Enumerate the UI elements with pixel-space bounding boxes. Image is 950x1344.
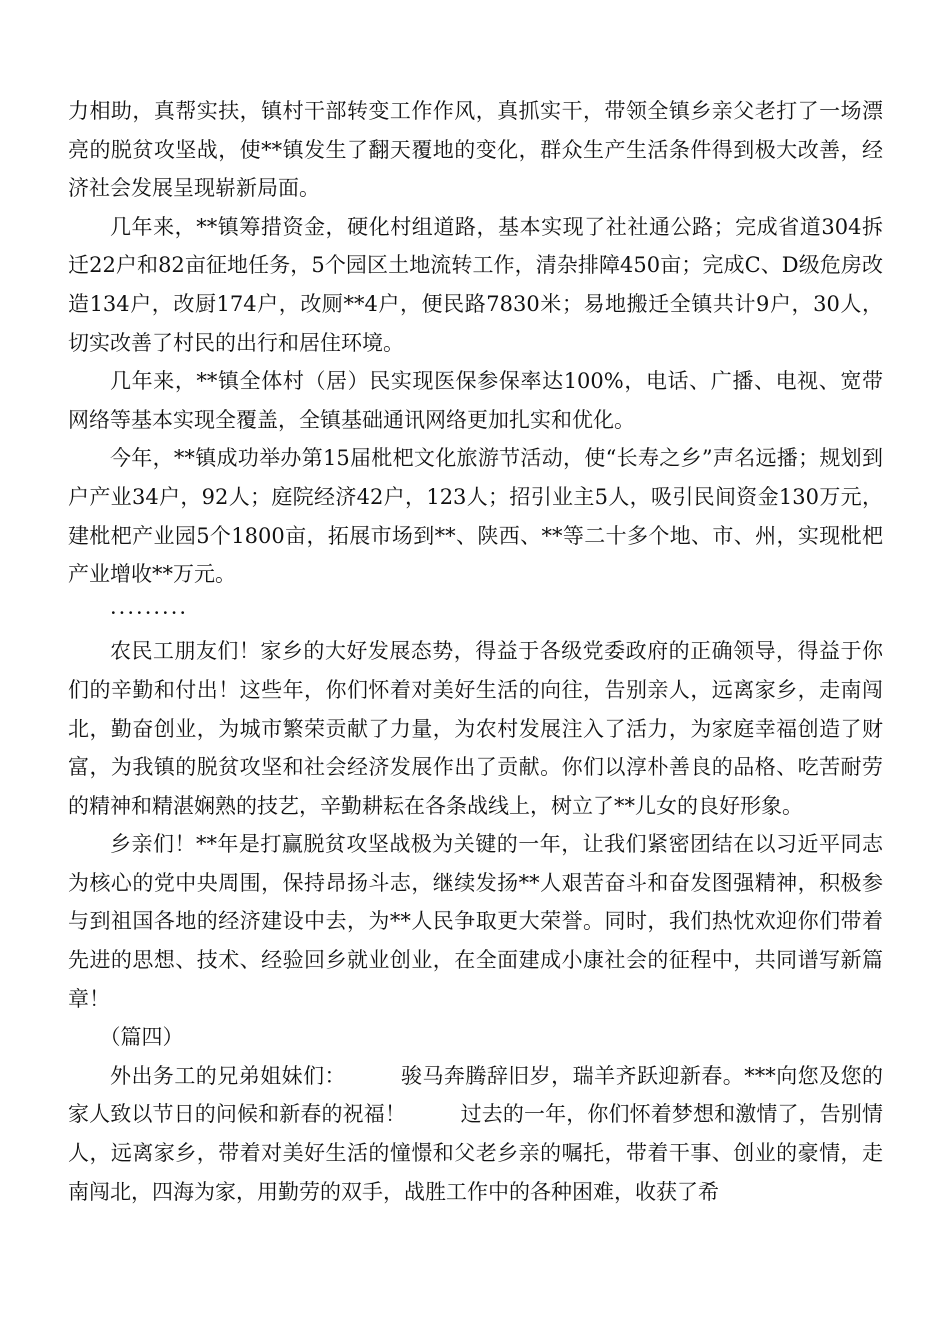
paragraph-insurance: 几年来，**镇全体村（居）民实现医保参保率达100%，电话、广播、电视、宽带网络等基本实现全覆盖，全镇基础通讯网络更加扎实和优化。 (68, 369, 883, 432)
document-body (68, 92, 883, 1211)
paragraph-continued: 力相助，真帮实扶，镇村干部转变工作作风，真抓实干，带领全镇乡亲父老打了一场漂亮的脱贫攻坚战，使**镇发生了翻天覆地的变化，群众生产生活条件得到极大改善，经济社会发展呈现崭新局面。 (68, 99, 883, 201)
paragraph-infrastructure: 几年来，**镇筹措资金，硬化村组道路，基本实现了社社通公路；完成省道304拆迁22户和82亩征地任务，5个园区土地流转工作，清杂排障450亩；完成C、D级危房改造134户，改厨174户，改厕**4户，便民路7830米；易地搬迁全镇共计9户，30人，切实改善了村民的出行和居住环境。 (68, 214, 883, 355)
paragraph-greeting (68, 1057, 883, 1211)
paragraph-loquat-festival: 今年，**镇成功举办第15届枇杷文化旅游节活动，使“长寿之乡”声名远播；规划到户产业34户，92人；庭院经济42户，123人；招引业主5人，吸引民间资金130万元，建枇杷产业园5个1800亩，拓展市场到**、陕西、**等二十多个地、市、州，实现枇杷产业增收**万元。 (68, 446, 883, 587)
paragraph-fellow-villagers: 乡亲们！**年是打赢脱贫攻坚战极为关键的一年，让我们紧密团结在以习近平同志为核心的党中央周围，保持昂扬斗志，继续发扬**人艰苦奋斗和奋发图强精神，积极参与到祖国各地的经济建设中去，为**人民争取更大荣誉。同时，我们热忱欢迎你们带着先进的思想、技术、经验回乡就业创业，在全面建成小康社会的征程中，共同谱写新篇章！ (68, 832, 883, 1011)
paragraph-migrant-workers: 农民工朋友们！家乡的大好发展态势，得益于各级党委政府的正确领导，得益于你们的辛勤和付出！这些年，你们怀着对美好生活的向往，告别亲人，远离家乡，走南闯北，勤奋创业，为城市繁荣贡献了力量，为农村发展注入了活力，为家庭幸福创造了财富，为我镇的脱贫攻坚和社会经济发展作出了贡献。你们以淳朴善良的品格、吃苦耐劳的精神和精湛娴熟的技艺，辛勤耕耘在各条战线上，树立了**儿女的良好形象。 (68, 639, 883, 818)
section-heading: （篇四） (99, 1025, 184, 1050)
greeting-blessing: 骏马奔腾辞旧岁，瑞羊齐跃迎新春。***向您及您的家人致以节日的问候和新春的祝福！ (68, 1063, 883, 1127)
ellipsis-divider: ········· (110, 600, 189, 625)
greeting-salutation: 外出务工的兄弟姐妹们： (110, 1063, 346, 1088)
greeting-past-year: 过去的一年，你们怀着梦想和激情了，告别情人，远离家乡，带着对美好生活的憧憬和父老乡亲的嘱托，带着干事、创业的豪情，走南闯北，四海为家，用勤劳的双手，战胜工作中的各种困难，收获了希 (68, 1102, 884, 1204)
